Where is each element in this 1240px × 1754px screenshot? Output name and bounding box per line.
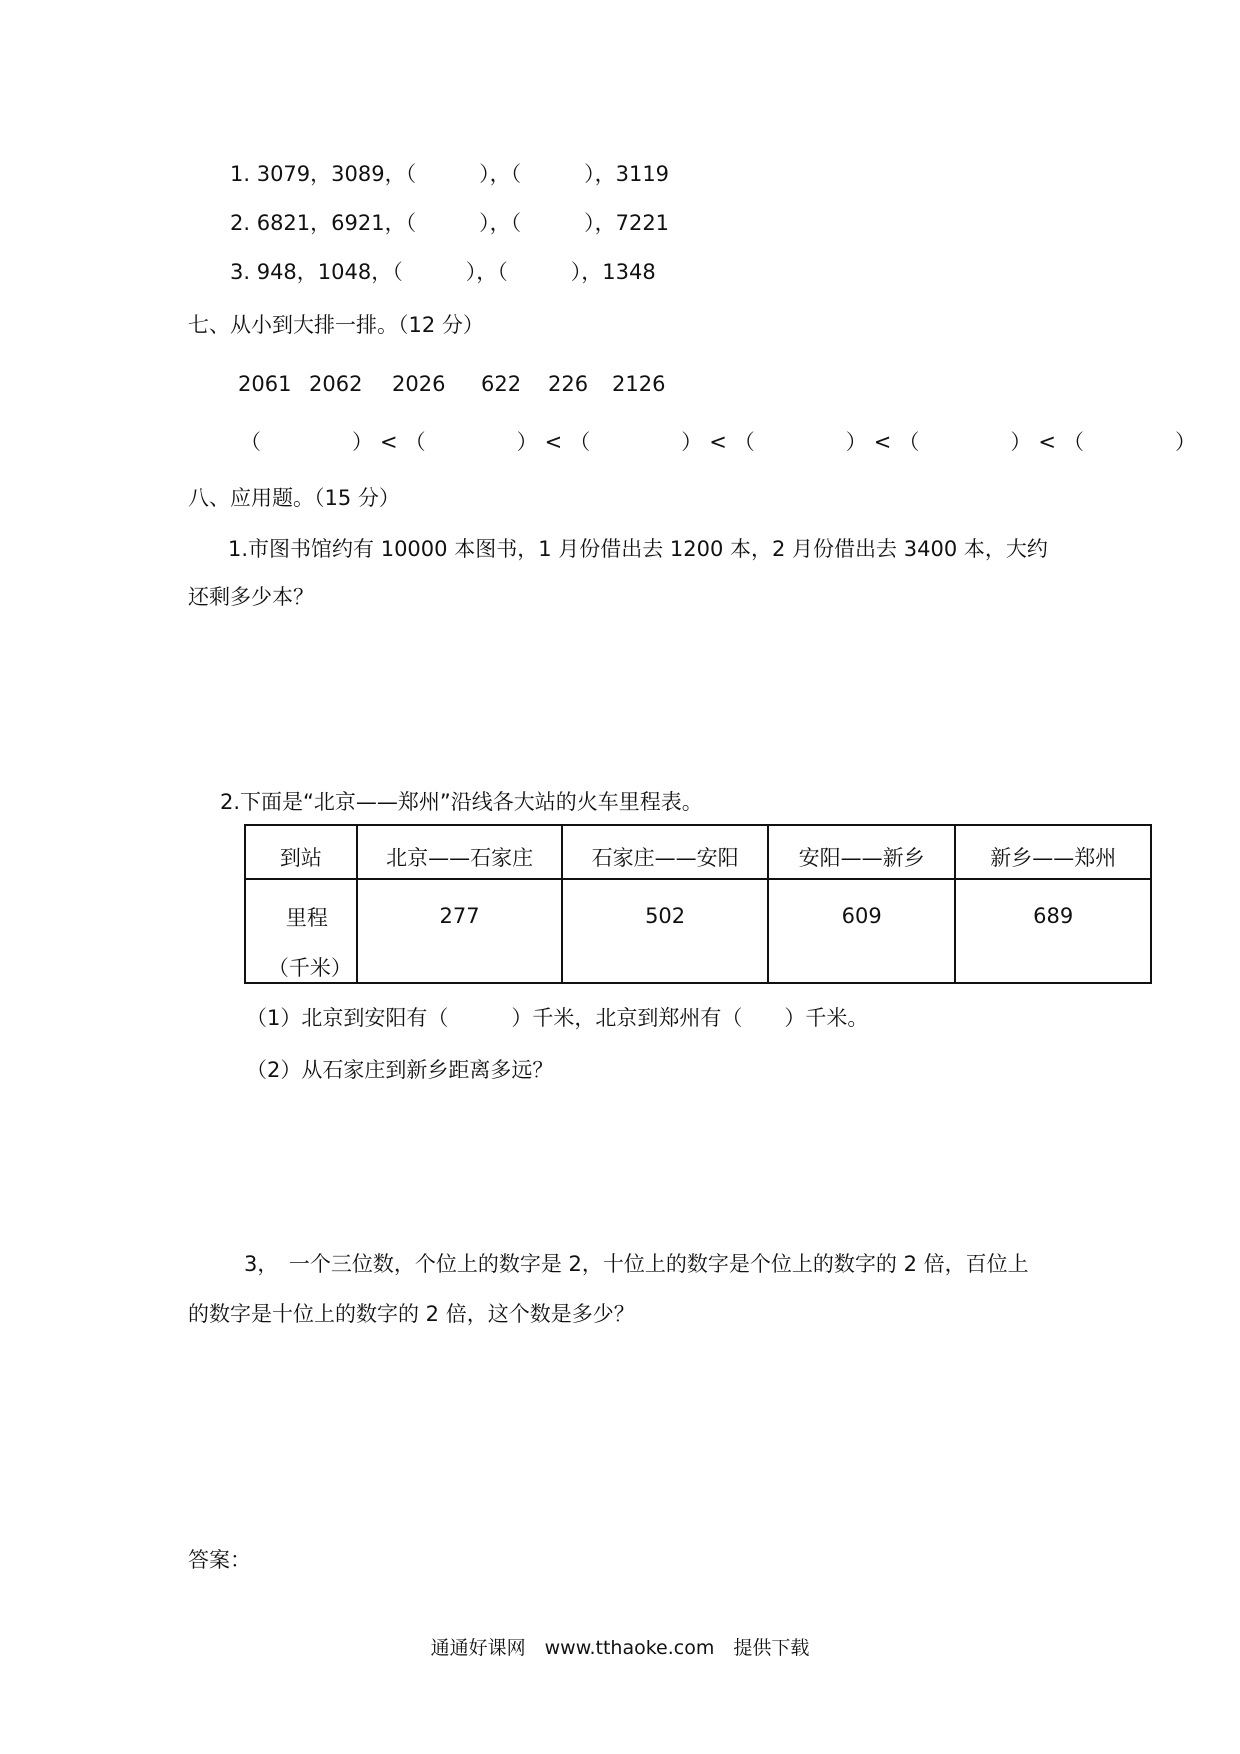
number-item: 2026 xyxy=(392,372,446,396)
question2-intro: 2.下面是“北京——郑州”沿线各大站的火车里程表。 xyxy=(220,790,703,814)
footer-text: 通通好课网 www.tthaoke.com 提供下载 xyxy=(430,1637,810,1659)
number-item: 226 xyxy=(548,372,589,396)
question1-line1: 1.市图书馆约有 10000 本图书，1 月份借出去 1200 本，2 月份借出去 3400 本，大约 xyxy=(228,537,1048,561)
table-header-cell: 到站 xyxy=(245,825,357,879)
section7-blanks: （ ）<（ ）<（ ）<（ ）<（ ）<（ ） xyxy=(240,430,1203,454)
question2-sub1: （1）北京到安阳有（ ）千米，北京到郑州有（ ）千米。 xyxy=(246,1006,869,1030)
row-label-line2: （千米） xyxy=(267,956,352,980)
sequence-line-1: 1. 3079，3089，（ ），（ ），3119 xyxy=(230,162,670,186)
question2-sub2: （2）从石家庄到新乡距离多远？ xyxy=(246,1058,554,1082)
table-row xyxy=(245,879,1151,983)
table-header-cell: 新乡——郑州 xyxy=(955,825,1151,879)
table-cell: 502 xyxy=(562,879,768,983)
sequence-line-3: 3. 948，1048，（ ），（ ），1348 xyxy=(230,260,656,284)
section8-title: 八、应用题。（15 分） xyxy=(188,486,400,510)
row-label-line1: 里程 xyxy=(285,906,328,930)
table-header-cell: 北京——石家庄 xyxy=(357,825,563,879)
number-item: 2061 xyxy=(238,372,292,396)
table-cell: 689 xyxy=(955,879,1151,983)
mileage-table xyxy=(244,824,1152,984)
table-header-cell: 石家庄——安阳 xyxy=(562,825,768,879)
question3-line1: 3， 一个三位数，个位上的数字是 2，十位上的数字是个位上的数字的 2 倍，百位上 xyxy=(244,1252,1029,1276)
section7-numbers xyxy=(0,370,1240,398)
answer-label: 答案： xyxy=(188,1548,251,1572)
table-header-row xyxy=(245,825,1151,879)
question3-line2: 的数字是十位上的数字的 2 倍，这个数是多少？ xyxy=(188,1302,635,1326)
table-header-cell: 安阳——新乡 xyxy=(768,825,956,879)
table-row-label xyxy=(245,879,357,983)
number-item: 622 xyxy=(481,372,522,396)
number-item: 2126 xyxy=(612,372,666,396)
section7-title: 七、从小到大排一排。（12 分） xyxy=(188,313,484,337)
table-cell: 277 xyxy=(357,879,563,983)
number-item: 2062 xyxy=(309,372,363,396)
question1-line2: 还剩多少本？ xyxy=(188,585,314,609)
table-cell: 609 xyxy=(768,879,956,983)
sequence-line-2: 2. 6821，6921，（ ），（ ），7221 xyxy=(230,211,670,235)
